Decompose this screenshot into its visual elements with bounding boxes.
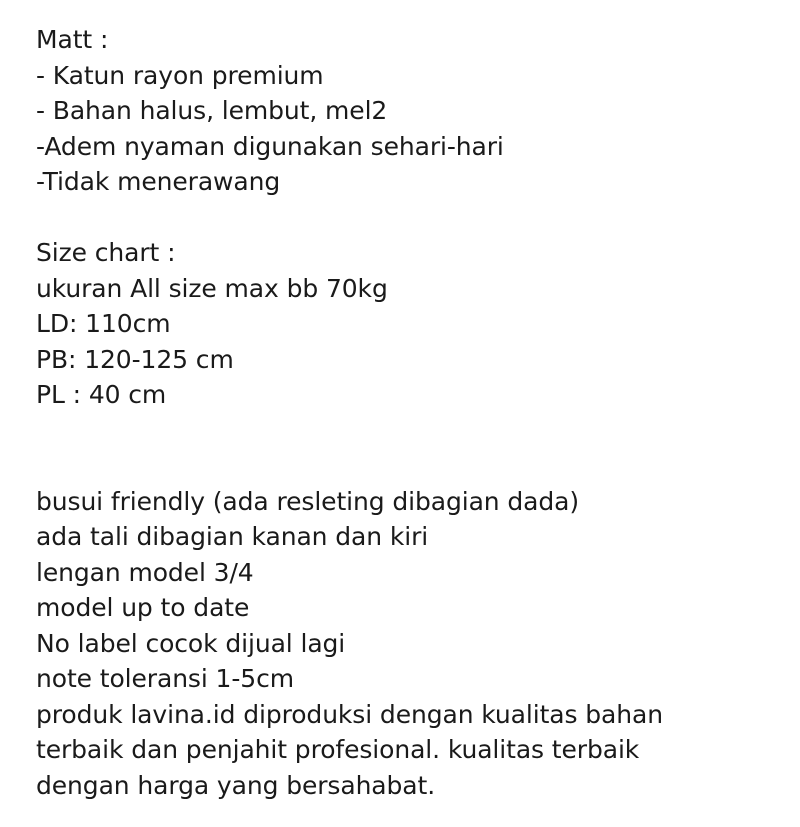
- feature-item: No label cocok dijual lagi: [36, 628, 346, 658]
- feature-item: model up to date: [36, 593, 250, 622]
- size-chart-section: [36, 235, 786, 413]
- features-section: [36, 484, 786, 804]
- feature-item: ada tali dibagian kanan dan kiri: [36, 522, 429, 551]
- material-item: -Adem nyaman digunakan sehari-hari: [36, 131, 504, 161]
- size-chart-item: ukuran All size max bb 70kg: [36, 273, 388, 303]
- size-chart-item: PB: 120-125 cm: [36, 344, 234, 374]
- material-section: [36, 22, 786, 200]
- feature-item: note toleransi 1-5cm: [36, 664, 294, 693]
- feature-item: busui friendly (ada resleting dibagian dada): [36, 486, 580, 516]
- material-item: - Bahan halus, lembut, mel2: [36, 96, 388, 125]
- feature-item: terbaik dan penjahit profesional. kualitas terbaik: [36, 735, 640, 764]
- size-chart-item: PL : 40 cm: [36, 380, 167, 409]
- feature-item: lengan model 3/4: [36, 557, 254, 587]
- product-description: [36, 22, 786, 803]
- spacer: [36, 413, 786, 484]
- material-item: -Tidak menerawang: [36, 167, 281, 196]
- material-heading: Matt :: [36, 25, 109, 54]
- spacer: [36, 200, 786, 236]
- material-item: - Katun rayon premium: [36, 60, 324, 90]
- feature-item: produk lavina.id diproduksi dengan kualitas bahan: [36, 699, 663, 729]
- size-chart-item: LD: 110cm: [36, 309, 171, 338]
- size-chart-heading: Size chart :: [36, 238, 176, 267]
- feature-item: dengan harga yang bersahabat.: [36, 770, 436, 800]
